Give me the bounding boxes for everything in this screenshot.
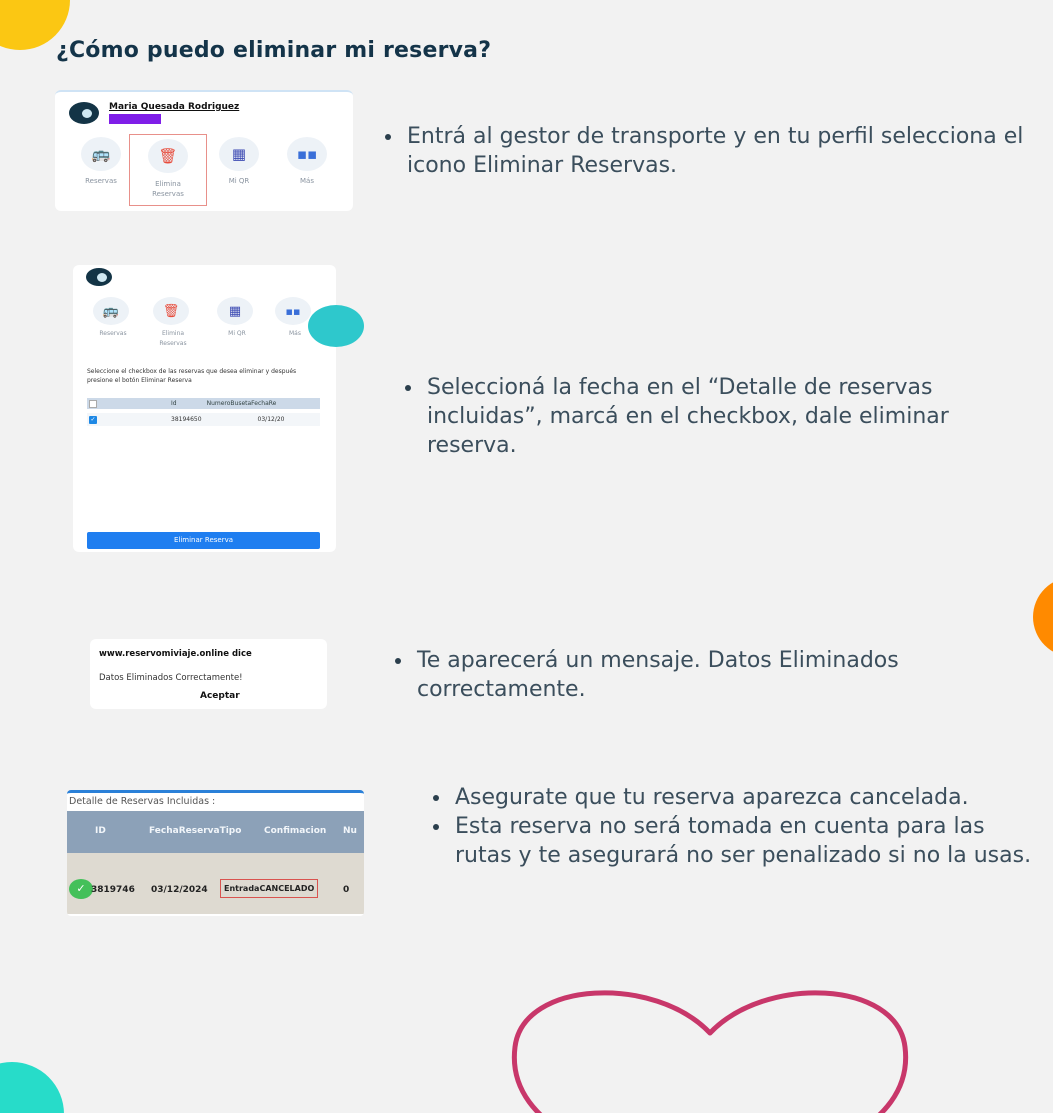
bus-icon: 🚌 [93,297,129,325]
cell: 03/12/2024 [151,885,208,895]
qr-icon: ▦ [219,137,259,171]
menu-item-elimina-reservas[interactable] [149,297,197,349]
heart-icon [505,985,915,1113]
grid-icon: ▪▪ [275,297,311,325]
select-all-checkbox[interactable] [89,400,97,408]
cell: 03/12/20 [257,416,285,423]
cell: 0 [343,885,350,895]
qr-icon: ▦ [217,297,253,325]
dialog-origin: www.reservomiviaje.online dice [99,649,252,659]
delete-booking-icon: 🗑 [148,139,188,173]
menu-item-mas[interactable] [283,137,331,186]
menu-item-elimina-reservas[interactable] [129,134,207,206]
aceptar-button[interactable]: Aceptar [200,691,240,701]
decorative-orange-circle [1033,577,1053,657]
table-row[interactable] [67,853,364,914]
bus-icon: 🚌 [81,137,121,171]
delete-booking-icon: 🗑 [153,297,189,325]
column-header: ID [95,826,106,836]
table-header [87,398,320,409]
step3-text [395,646,995,704]
bullet: Esta reserva no será tomada en cuenta para las rutas y te asegurará no ser penalizado si no la usas. [433,812,1033,870]
column-header: NumeroBusetaFechaRe [206,400,277,407]
menu-label: Mi QR [228,177,250,185]
menu-item-mi-qr[interactable] [215,137,263,186]
step4-screenshot [67,790,364,916]
menu-label: Reservas [99,330,127,337]
check-circle-icon: ✓ [69,879,93,899]
instruction-text: Seleccione el checkbox de las reservas que desea eliminar y después presione el botón Eliminar Reserva [87,368,297,384]
bullet: Te aparecerá un mensaje. Datos Eliminados correctamente. [395,646,995,704]
page-title: ¿Cómo puedo eliminar mi reserva? [56,38,492,63]
step1-screenshot [55,90,353,211]
column-header: Confimacion [264,826,327,836]
menu-label: Más [289,330,301,337]
step2-text [405,373,1005,460]
column-header: Id [171,400,177,407]
table-header [67,811,364,853]
bullet: Seleccioná la fecha en el “Detalle de reservas incluidas”, marcá en el checkbox, dale eliminar reserva. [405,373,1005,460]
column-header: Nu [343,826,357,836]
status-cell: EntradaCANCELADO [220,879,318,898]
dialog-message: Datos Eliminados Correctamente! [99,673,243,683]
menu-item-reservas[interactable] [89,297,137,339]
step1-text [385,122,1025,180]
row-checkbox[interactable]: ✓ [90,415,96,423]
menu-label: Elimina Reservas [159,330,187,347]
menu-label: Reservas [85,177,117,185]
step2-screenshot [73,265,336,552]
menu-item-mi-qr[interactable] [213,297,261,339]
user-name: Maria Quesada Rodriguez [109,102,240,112]
table-caption: Detalle de Reservas Incluidas : [69,796,216,807]
menu-label: Más [300,177,314,185]
avatar [86,268,112,286]
menu-label: Mi QR [228,330,246,337]
avatar [69,102,99,124]
decorative-teal-circle [0,1062,64,1113]
bullet: Asegurate que tu reserva aparezca cancelada. [433,783,1033,812]
table-row[interactable] [87,413,320,426]
redacted-bar [109,114,161,124]
column-header: FechaReservaTipo [149,826,242,836]
step3-screenshot [90,639,327,709]
bullet: Entrá al gestor de transporte y en tu perfil selecciona el icono Eliminar Reservas. [385,122,1025,180]
menu-label: Elimina Reservas [152,180,184,198]
cell: 38194650 [171,416,202,423]
cell: 3819746 [91,885,135,895]
grid-icon: ▪▪ [287,137,327,171]
menu-item-reservas[interactable] [77,137,125,186]
step4-text [433,783,1033,870]
eliminar-reserva-button[interactable]: Eliminar Reserva [87,532,320,549]
decorative-teal-dot [308,305,364,347]
